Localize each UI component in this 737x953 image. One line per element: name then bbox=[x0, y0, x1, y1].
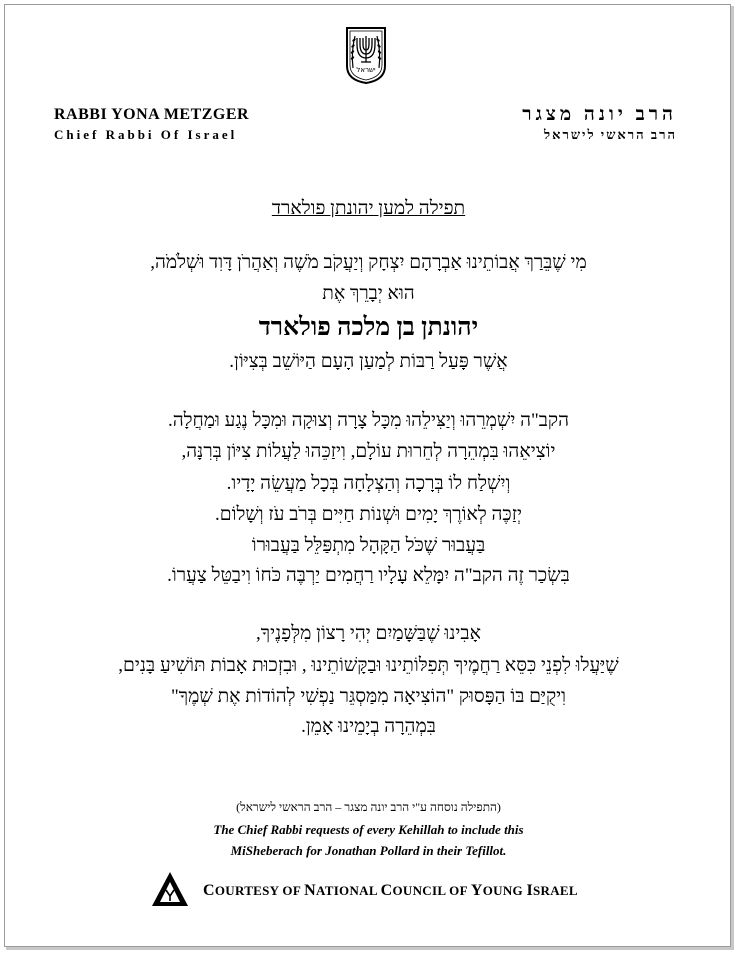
honoree-name: יהונתן בן מלכה פולארד bbox=[258, 314, 479, 341]
prayer-line: בַּעֲבוּר שֶׁכֹּל הַקָּהָל מִתְפַּלֵּל בַּעֲבוּרוֹ bbox=[251, 535, 486, 556]
prayer-attribution-hebrew: (התפילה נוסחה ע"י הרב יונה מצגר – הרב הראשי לישראל) bbox=[236, 800, 501, 814]
prayer-line: שֶׁיַּעֲלוּ לִפְנֵי כִּסֵּא רַחֲמֶיךָ תְּפִלּוֹתֵינוּ וּבַקָּשׁוֹתֵינוּ , וּבִזְכוּת אָבוֹת תּוֹשִׁיעַ בָּנִים, bbox=[118, 655, 619, 676]
rabbi-name-english: RABBI YONA METZGER bbox=[54, 106, 250, 123]
rabbi-name-hebrew: הרב יונה מצגר bbox=[522, 104, 677, 125]
menorah-emblem-icon bbox=[344, 26, 388, 84]
prayer-line: וְיִשְׁלַח לוֹ בְּרָכָה וְהַצְלָחָה בְּכָל מַעֲשֵׂה יָדָיו. bbox=[226, 473, 511, 494]
prayer-line: הקב"ה יִשְׁמְרֵהוּ וְיַצִּילֵהוּ מִכָּל צָרָה וְצוּקָה וּמִכָּל נֶגַע וּמַחֲלָה. bbox=[167, 410, 570, 431]
courtesy-credit: COURTESY OF NATIONAL COUNCIL OF YOUNG ISRAEL bbox=[203, 882, 578, 899]
prayer-line: בִּשְׂכַר זֶה הקב"ה יִמָּלֵא עָלָיו רַחֲמִים יַרְבֶּה כֹּחוֹ וִיבַטֵּל צַעֲרוֹ. bbox=[167, 565, 570, 586]
request-note-line: MiSheberach for Jonathan Pollard in their Tefillot. bbox=[230, 843, 507, 858]
prayer-line: יְזַכֶּה לְאוֹרֶךְ יָמִים וּשְׁנוֹת חַיִּים בְּרֹב עֹז וְשָׁלוֹם. bbox=[214, 504, 522, 525]
prayer-title: תפילה למען יהונתן פולארד bbox=[271, 198, 466, 219]
emblem-label: ישראל bbox=[356, 66, 376, 74]
prayer-line: אָבִינוּ שֶׁבַּשָּׁמַיִם יְהִי רָצוֹן מִלְּפָנֶיךָ, bbox=[256, 623, 481, 644]
prayer-line: אֲשֶׁר פָּעַל רַבּוֹת לְמַעַן הָעָם הַיּוֹשֵׁב בְּצִיּוֹן. bbox=[229, 351, 508, 372]
prayer-line: הוּא יְבָרֵךְ אֶת bbox=[322, 283, 415, 304]
request-note-line: The Chief Rabbi requests of every Kehillah to include this bbox=[213, 822, 524, 837]
prayer-line: וִיקֻיַּם בּוֹ הַפָּסוּק "הוֹצִיאָה מִמַּסְגֵּר נַפְשִׁי לְהוֹדוֹת אֶת שְׁמֶךָ" bbox=[171, 686, 566, 707]
prayer-line: בִּמְהֵרָה בְיָמֵינוּ אָמֵן. bbox=[301, 716, 436, 737]
prayer-line: יוֹצִיאֵהוּ בִּמְהֵרָה לְחֵרוּת עוֹלָם, וִיזַכֵּהוּ לַעֲלוֹת צִיּוֹן בְּרִנָּה, bbox=[181, 441, 556, 462]
rabbi-title-english: Chief Rabbi Of Israel bbox=[54, 127, 238, 142]
frame-shadow bbox=[6, 947, 734, 950]
young-israel-logo-icon bbox=[150, 870, 190, 908]
prayer-line: מִי שֶׁבֵּרַךְ אֲבוֹתֵינוּ אַבְרָהָם יִצְחָק וְיַעֲקֹב מֹשֶׁה וְאַהֲרֹן דָּוִד וּשְׁלֹמֹה, bbox=[150, 252, 587, 273]
rabbi-title-hebrew: הרב הראשי לישראל bbox=[544, 127, 677, 142]
